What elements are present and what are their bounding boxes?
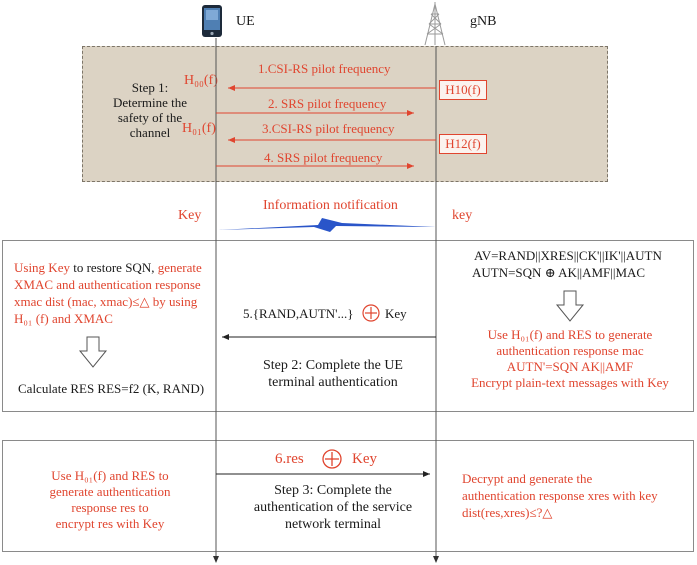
using-key-text: Using Key	[14, 260, 70, 275]
msg5-label: 5.{RAND,AUTN'...}	[243, 306, 354, 321]
key-right-label: key	[452, 208, 473, 223]
step2-ue-text-line4: H₀₁ (f) and XMAC	[14, 311, 113, 326]
h01-label: H₀₁(f)	[182, 121, 216, 136]
msg6-label: 6.res	[275, 451, 304, 467]
step2-caption: Step 2: Complete the UE terminal authentication	[263, 358, 403, 390]
msg5-key-label: Key	[385, 306, 407, 321]
msg6-key-label: Key	[352, 451, 377, 467]
msg4-label: 4. SRS pilot frequency	[264, 150, 383, 165]
msg2-label: 2. SRS pilot frequency	[268, 96, 387, 111]
gnb-use-text: Use H₀₁(f) and RES to generate authentication response mac AUTN'=SQN AK||AMF Encrypt plain-text messages with Key	[471, 327, 669, 390]
h12-box: H12(f)	[439, 134, 487, 154]
step3-ue-text: Use H₀₁(f) and RES to generate authentication response res to encrypt res with Key	[49, 468, 171, 531]
gnb-av-text: AV=RAND||XRES||CK'||IK'||AUTN	[474, 248, 662, 263]
step3-gnb-text: Decrypt and generate the authentication response xres with key dist(res,xres)≤?△	[462, 471, 658, 520]
information-notification-label: Information notification	[263, 198, 398, 213]
msg1-label: 1.CSI-RS pilot frequency	[258, 61, 391, 76]
generate-text: generate	[157, 260, 202, 275]
h10-box: H10(f)	[439, 80, 487, 100]
step2-ue-text-line2: XMAC and authentication response	[14, 277, 201, 292]
key-left-label: Key	[178, 208, 202, 223]
h00-label: H₀₀(f)	[184, 73, 218, 88]
restore-sqn-text: to restore SQN,	[69, 260, 158, 275]
step2-ue-text-line3: xmac dist (mac, xmac)≤△ by using	[14, 294, 198, 309]
gnb-autn-text: AUTN=SQN ⊕ AK||AMF||MAC	[472, 265, 646, 280]
step1-title: Step 1: Determine the safety of the channel	[113, 80, 187, 140]
msg3-label: 3.CSI-RS pilot frequency	[262, 121, 395, 136]
gnb-label: gNB	[470, 14, 497, 29]
calculate-res-text: Calculate RES RES=f2 (K, RAND)	[18, 381, 205, 396]
step3-caption: Step 3: Complete the authentication of the service network terminal	[253, 483, 413, 532]
ue-label: UE	[236, 14, 255, 29]
